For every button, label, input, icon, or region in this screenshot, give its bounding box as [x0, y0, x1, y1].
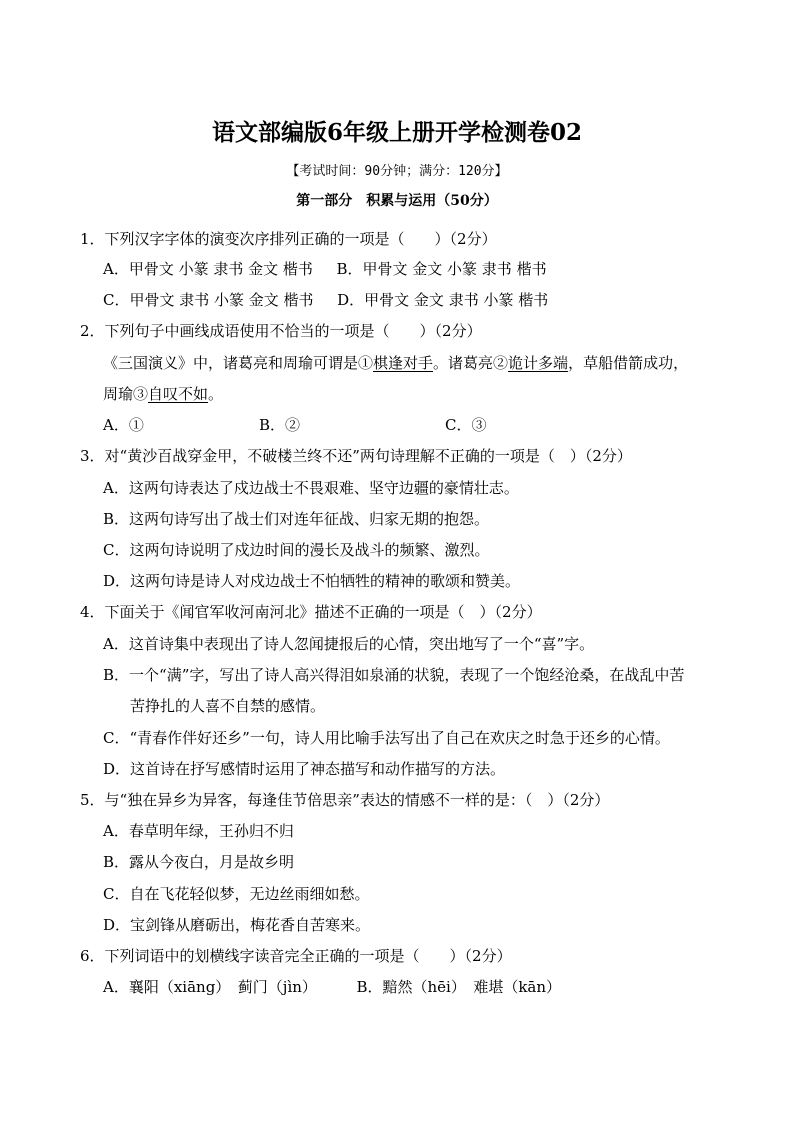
- question-1-options-row1: [103, 259, 547, 279]
- exam-info: 【考试时间：90分钟；满分：120分】: [286, 164, 508, 179]
- question-2-option-b: B．②: [259, 416, 301, 434]
- question-3-option-d: D．这两句诗是诗人对戍边战士不怕牺牲的精神的歌颂和赞美。: [103, 572, 521, 590]
- underlined-idiom-1: 棋逢对手: [373, 354, 434, 372]
- question-1-option-a: A．甲骨文 小篆 隶书 金文 楷书: [103, 260, 313, 278]
- question-4-option-a: A．这首诗集中表现出了诗人忽闻捷报后的心情，突出地写了一个“喜”字。: [103, 635, 595, 653]
- question-2-option-c: C．③: [445, 416, 487, 434]
- question-4-option-c: C．“青春作伴好还乡”一句，诗人用比喻手法写出了自己在欢庆之时急于还乡的心情。: [103, 729, 670, 747]
- question-3-option-b: B．这两句诗写出了战士们对连年征战、归家无期的抱怨。: [103, 510, 490, 528]
- question-6-option-a: A．襄阳（xiāng） 蓟门（jìn）: [103, 978, 317, 996]
- question-5-option-d: D．宝剑锋从磨砺出，梅花香自苦寒来。: [103, 916, 371, 934]
- question-1-stem: 1．下列汉字字体的演变次序排列正确的一项是（ ）（2分）: [80, 230, 497, 248]
- question-4-option-d: D．这首诗在抒写感情时运用了神态描写和动作描写的方法。: [103, 760, 506, 778]
- question-5-option-c: C．自在飞花轻似梦，无边丝雨细如愁。: [103, 885, 370, 903]
- section-heading: 第一部分 积累与运用（50分）: [296, 193, 498, 209]
- passage-text: 周瑜③: [103, 385, 149, 403]
- question-1-option-b: B．甲骨文 金文 小篆 隶书 楷书: [336, 260, 547, 278]
- question-4-option-b-line1: B．一个“满”字，写出了诗人高兴得泪如泉涌的状貌，表现了一个饱经沧桑，在战乱中苦: [103, 666, 685, 684]
- question-3-option-a: A．这两句诗表达了戍边战士不畏艰难、坚守边疆的豪情壮志。: [103, 479, 519, 497]
- passage-text: 。诸葛亮②: [433, 354, 509, 372]
- passage-text: 。: [208, 385, 224, 403]
- underlined-idiom-2: 诡计多端: [508, 354, 569, 372]
- question-6-options-row1: [103, 977, 561, 997]
- question-6-stem: 6．下列词语中的划横线字读音完全正确的一项是（ ）（2分）: [80, 947, 512, 965]
- question-1-options-row2: [103, 290, 548, 310]
- question-4-stem: 4．下面关于《闻官军收河南河北》描述不正确的一项是（ ）（2分）: [80, 603, 542, 621]
- question-1-option-d: D．甲骨文 金文 隶书 小篆 楷书: [337, 291, 549, 309]
- question-2-stem: 2．下列句子中画线成语使用不恰当的一项是（ ）（2分）: [80, 322, 482, 340]
- passage-text: 《三国演义》中，诸葛亮和周瑜可谓是①: [103, 354, 374, 372]
- passage-text: ，草船借箭成功，: [568, 354, 689, 372]
- question-3-option-c: C．这两句诗说明了戍边时间的漫长及战斗的频繁、激烈。: [103, 541, 490, 559]
- question-2-passage-line2: [103, 384, 223, 404]
- question-6-option-b: B．黯然（hēi） 难堪（kān）: [356, 978, 562, 996]
- question-5-stem: 5．与“独在异乡为异客，每逢佳节倍思亲”表达的情感不一样的是：（ ）（2分）: [80, 791, 610, 809]
- question-5-option-a: A．春草明年绿，王孙归不归: [103, 822, 294, 840]
- question-2-passage-line1: [103, 353, 688, 373]
- question-5-option-b: B．露从今夜白，月是故乡明: [103, 853, 295, 871]
- page-title: 语文部编版6年级上册开学检测卷02: [211, 119, 582, 146]
- question-1-option-c: C．甲骨文 隶书 小篆 金文 楷书: [103, 291, 314, 309]
- question-4-option-b-line2: 苦挣扎的人喜不自禁的感情。: [130, 697, 326, 715]
- question-2-option-a: A．①: [103, 416, 144, 434]
- underlined-idiom-3: 自叹不如: [148, 385, 209, 403]
- question-3-stem: 3．对“黄沙百战穿金甲，不破楼兰终不还”两句诗理解不正确的一项是（ ）（2分）: [80, 447, 632, 465]
